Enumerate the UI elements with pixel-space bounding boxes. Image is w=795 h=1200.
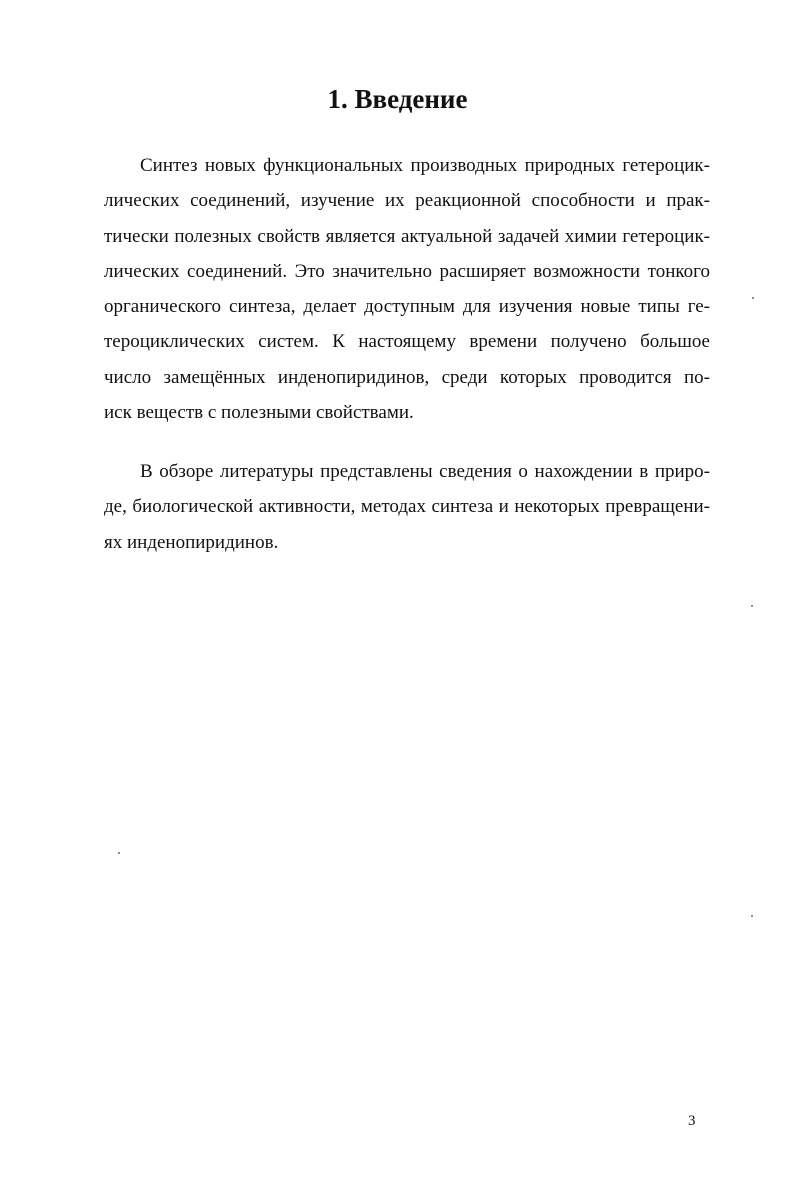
page-title: 1. Введение xyxy=(327,84,468,114)
scan-speck xyxy=(751,605,753,607)
text-line: Синтез новых функциональных производных природных гетероцик- xyxy=(140,155,710,176)
intro-paragraph-2 xyxy=(104,454,710,560)
text-line: лических соединений, изучение их реакционной способности и прак- xyxy=(104,190,710,212)
scan-speck xyxy=(118,852,120,854)
text-line: число замещённых инденопиридинов, среди которых проводится по- xyxy=(104,366,710,388)
intro-paragraph-1 xyxy=(104,148,710,430)
text-line: органического синтеза, делает доступным для изучения новые типы ге- xyxy=(104,296,710,318)
text-line: тически полезных свойств является актуальной задачей химии гетероцик- xyxy=(104,225,710,247)
text-line: тероциклических систем. К настоящему времени получено большое xyxy=(104,331,710,353)
text-line: иск веществ с полезными свойствами. xyxy=(104,402,414,424)
scan-speck xyxy=(752,297,754,299)
text-line: ях инденопиридинов. xyxy=(104,531,279,553)
scan-speck xyxy=(751,915,753,917)
text-line: де, биологической активности, методах синтеза и некоторых превращени- xyxy=(104,496,710,518)
text-line: лических соединений. Это значительно расширяет возможности тонкого xyxy=(104,260,710,282)
page-number: 3 xyxy=(688,1113,696,1129)
text-line: В обзоре литературы представлены сведения о нахождении в приро- xyxy=(140,461,710,482)
